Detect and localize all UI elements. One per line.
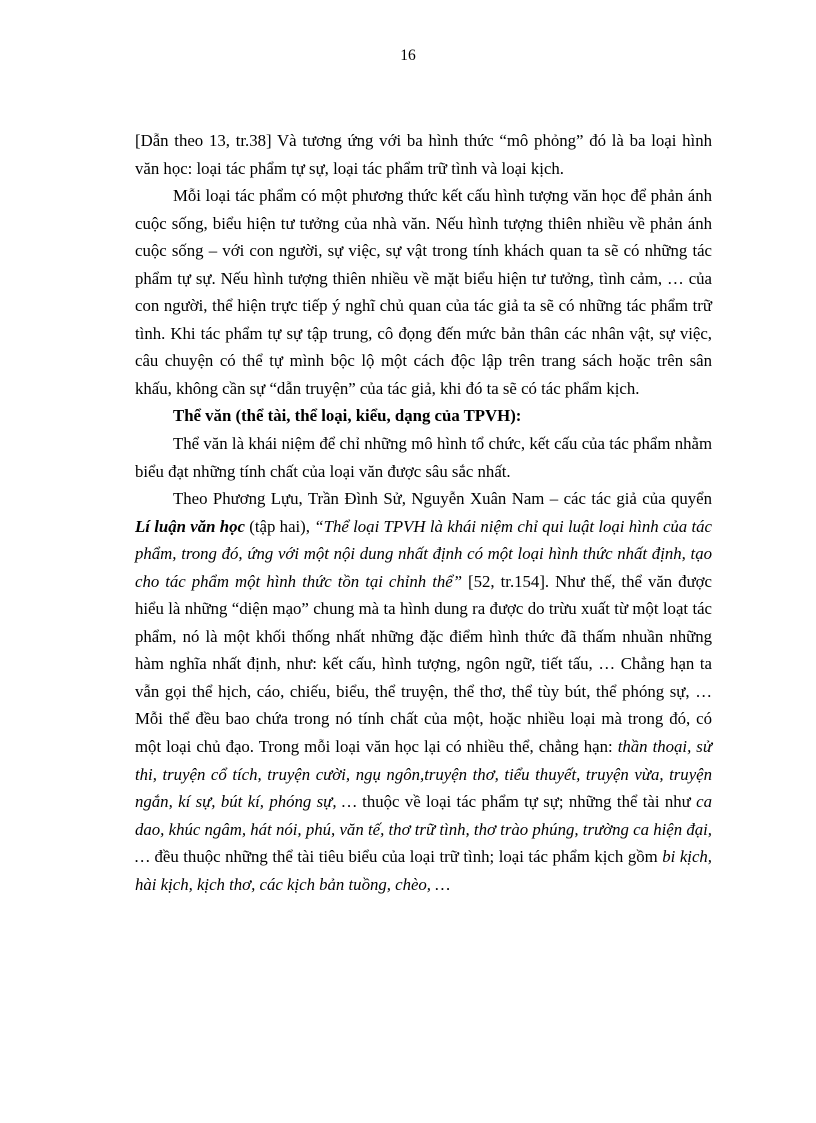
section-heading-genre: Thể văn (thể tài, thể loại, kiểu, dạng của TPVH): <box>173 406 522 426</box>
lyric-genres-list: ca dao, khúc ngâm, hát nói, phú, văn tế, thơ trữ tình, thơ trào phúng, trường ca hiện đại, … <box>135 792 712 867</box>
text-run: Theo Phương Lựu, Trần Đình Sử, Nguyễn Xuân Nam – các tác giả của quyển <box>173 489 712 509</box>
drama-genres-list: bi kịch, hài kịch, kịch thơ, các kịch bản tuồng, chèo, … <box>135 847 712 894</box>
text-run: đều thuộc những thể tài tiêu biểu của loại trữ tình; loại tác phẩm kịch gồm <box>149 847 663 867</box>
document-body <box>135 127 712 898</box>
text-run: (tập hai), <box>244 516 315 536</box>
quotation: “Thể loại TPVH là khái niệm chỉ qui luật loại hình của tác phẩm, trong đó, ứng với một nội dung nhất định có một loại hình thức nhất định, tạo cho tác phẩm một hình thức tồn tại chỉnh thể” <box>135 516 713 591</box>
text-run: [52, tr.154]. Như thế, thể văn được hiểu là những “diện mạo” chung mà ta hình dung ra được do trừu xuất từ một loạt tác phẩm, nó là một khối thống nhất những đặc điểm hình thức đã thấm nhuần những hàm nghĩa nhất định, như: kết cấu, hình tượng, ngôn ngữ, tiết tấu, … Chẳng hạn ta vẫn gọi thể hịch, cáo, chiếu, biểu, thể truyện, thể thơ, thể tùy bút, thể phóng sự, … Mỗi thể đều bao chứa trong nó tính chất của một, hoặc nhiều loại mà trong đó, có một loại chủ đạo. Trong mỗi loại văn học lại có nhiều thể, chẳng hạn: <box>135 571 712 757</box>
paragraph-citation-continuation: [Dẫn theo 13, tr.38] Và tương ứng với ba hình thức “mô phỏng” đó là ba loại hình văn học: loại tác phẩm tự sự, loại tác phẩm trữ tình và loại kịch. <box>135 131 712 178</box>
paragraph-genre-definition: Thể văn là khái niệm để chỉ những mô hình tổ chức, kết cấu của tác phẩm nhằm biểu đạt những tính chất của loại văn được sâu sắc nhất. <box>135 434 712 481</box>
book-title: Lí luận văn học <box>135 516 245 536</box>
page-number: 16 <box>400 47 416 64</box>
narrative-genres-list: thần thoại, sử thi, truyện cổ tích, truyện cười, ngụ ngôn,truyện thơ, tiểu thuyết, truyện vừa, truyện ngắn, kí sự, bút kí, phóng sự, … <box>135 737 712 812</box>
paragraph-genre-theory <box>135 485 712 898</box>
paragraph-literary-types: Mỗi loại tác phẩm có một phương thức kết cấu hình tượng văn học để phản ánh cuộc sống, biểu hiện tư tưởng của nhà văn. Nếu hình tượng thiên nhiều về phản ánh cuộc sống – với con người, sự việc, sự vật trong tính khách quan ta sẽ có những tác phẩm tự sự. Nếu hình tượng thiên nhiều về mặt biểu hiện tư tưởng, tình cảm, … của con người, thể hiện trực tiếp ý nghĩ chủ quan của tác giả ta sẽ có những tác phẩm trữ tình. Khi tác phẩm tự sự tập trung, cô đọng đến mức bản thân các nhân vật, sự việc, câu chuyện có thể tự mình bộc lộ một cách độc lập trên trang sách hoặc trên sân khấu, không cần sự “dẫn truyện” của tác giả, khi đó ta sẽ có tác phẩm kịch. <box>135 186 712 398</box>
text-run: thuộc về loại tác phẩm tự sự; những thể tài như <box>356 792 697 812</box>
